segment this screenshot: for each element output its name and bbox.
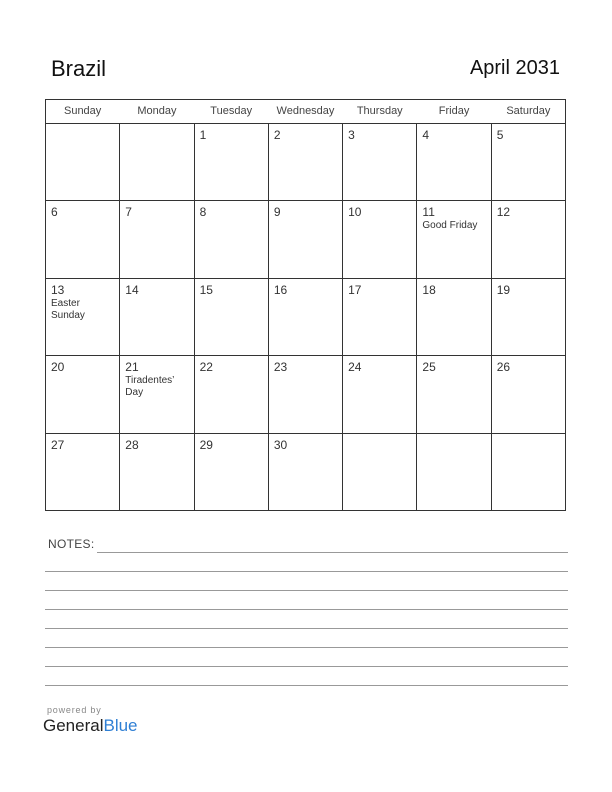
day-cell — [120, 356, 194, 433]
holiday-label: Good Friday — [422, 220, 478, 232]
day-number: 16 — [273, 282, 288, 297]
day-number: 5 — [496, 128, 504, 142]
day-cell — [194, 278, 268, 355]
day-number: 8 — [199, 205, 207, 220]
day-cell — [343, 201, 417, 278]
day-cell — [194, 433, 268, 510]
day-cell — [268, 433, 342, 510]
day-cell — [46, 433, 120, 510]
day-number: 28 — [125, 437, 139, 452]
day-number: 9 — [273, 205, 281, 220]
day-number: 19 — [496, 282, 511, 297]
day-number: 20 — [51, 360, 65, 375]
weekday-friday: Friday — [417, 99, 491, 124]
brand-blue: Blue — [103, 716, 138, 735]
note-line — [45, 666, 568, 667]
day-cell — [268, 356, 342, 433]
day-number: 12 — [496, 205, 511, 220]
weekday-header-row — [46, 99, 566, 124]
day-cell — [417, 278, 491, 355]
day-number: 23 — [273, 360, 288, 375]
day-cell — [46, 356, 120, 433]
weekday-monday: Monday — [120, 99, 194, 124]
day-cell — [268, 201, 342, 278]
country-title: Brazil — [51, 56, 107, 81]
day-number: 21 — [125, 360, 139, 375]
calendar-grid — [45, 99, 566, 511]
day-cell — [46, 278, 120, 355]
day-number: 27 — [51, 437, 65, 452]
day-number: 22 — [199, 360, 213, 375]
note-line — [45, 628, 568, 629]
day-number: 17 — [348, 282, 362, 297]
day-cell — [46, 124, 120, 201]
weekday-sunday: Sunday — [46, 99, 120, 124]
day-number: 24 — [348, 360, 362, 375]
holiday-label: Tiradentes’ Day — [125, 375, 175, 399]
note-line — [45, 609, 568, 610]
powered-by-text: powered by — [47, 705, 102, 715]
week-row — [46, 124, 566, 201]
day-cell — [194, 356, 268, 433]
week-row — [46, 433, 566, 510]
day-cell — [343, 278, 417, 355]
holiday-label: Easter Sunday — [51, 297, 85, 321]
day-number: 3 — [348, 128, 355, 142]
day-cell — [491, 433, 565, 510]
day-number: 6 — [51, 205, 58, 220]
day-number: 15 — [199, 282, 213, 297]
note-line — [45, 590, 568, 591]
day-cell — [120, 433, 194, 510]
day-number: 2 — [273, 128, 281, 142]
day-number: 26 — [496, 360, 511, 375]
day-number: 18 — [422, 282, 436, 297]
note-line — [45, 647, 568, 648]
day-cell — [417, 356, 491, 433]
day-cell — [120, 201, 194, 278]
week-row — [46, 201, 566, 278]
day-cell — [268, 278, 342, 355]
day-number: 7 — [125, 205, 132, 220]
weekday-wednesday: Wednesday — [268, 99, 342, 124]
brand-general: General — [43, 716, 104, 735]
day-cell — [343, 124, 417, 201]
weekday-saturday: Saturday — [491, 99, 565, 124]
generalblue-logo — [43, 716, 138, 736]
day-number: 14 — [125, 282, 139, 297]
day-cell — [120, 278, 194, 355]
day-cell — [343, 356, 417, 433]
note-line — [45, 685, 568, 686]
day-number: 1 — [199, 128, 207, 142]
day-cell — [120, 124, 194, 201]
day-cell — [194, 124, 268, 201]
day-cell — [343, 433, 417, 510]
day-number: 30 — [273, 437, 288, 452]
month-title: April 2031 — [469, 57, 560, 79]
day-cell — [46, 201, 120, 278]
day-cell — [491, 278, 565, 355]
day-cell — [491, 124, 565, 201]
day-number: 10 — [348, 205, 362, 220]
note-line — [45, 571, 568, 572]
day-number: 25 — [422, 360, 436, 375]
day-number: 29 — [199, 437, 213, 452]
day-cell — [491, 201, 565, 278]
weekday-tuesday: Tuesday — [194, 99, 268, 124]
day-cell — [417, 124, 491, 201]
note-line — [97, 552, 568, 553]
notes-label: NOTES: — [48, 537, 95, 551]
day-cell — [417, 201, 491, 278]
day-number: 4 — [422, 128, 430, 142]
day-number: 13 — [51, 282, 65, 297]
day-cell — [417, 433, 491, 510]
day-cell — [194, 201, 268, 278]
week-row — [46, 278, 566, 355]
day-cell — [268, 124, 342, 201]
week-row — [46, 356, 566, 433]
weekday-thursday: Thursday — [343, 99, 417, 124]
day-cell — [491, 356, 565, 433]
day-number: 11 — [422, 205, 435, 220]
